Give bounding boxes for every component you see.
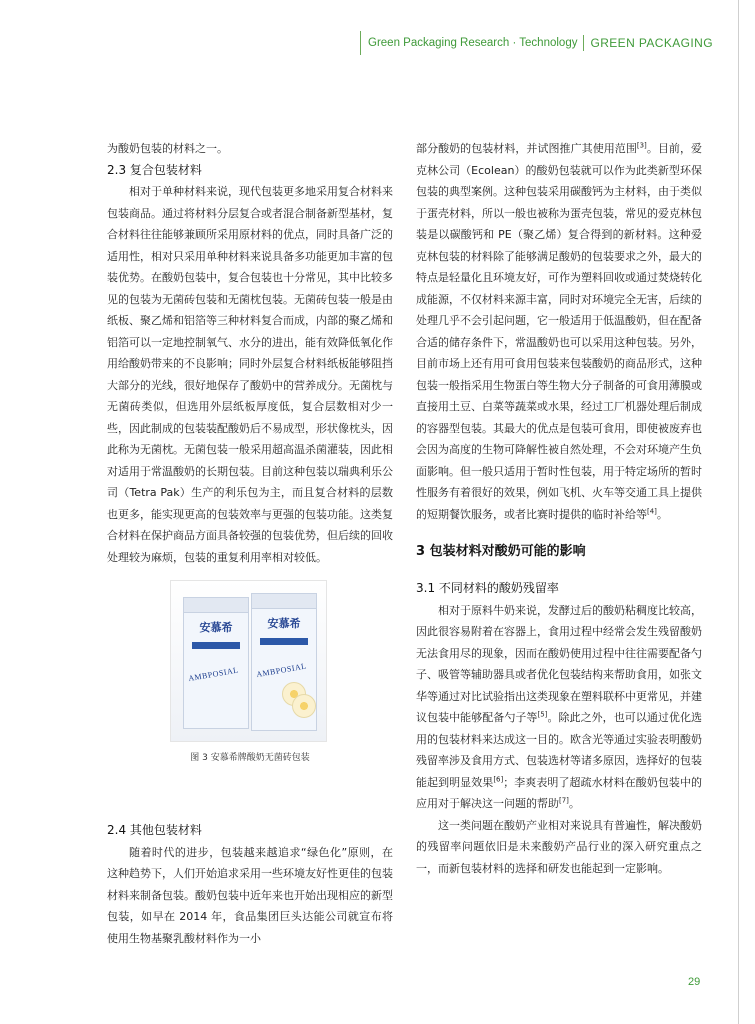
section-heading-3: 3 包装材料对酸奶可能的影响 <box>416 544 586 559</box>
right-margin-rule <box>738 0 739 1024</box>
flower-icon <box>292 694 316 718</box>
citation: [5] <box>537 710 548 719</box>
header-separator <box>583 35 584 51</box>
left-column <box>107 138 393 949</box>
yogurt-carton <box>183 597 249 729</box>
header-separator <box>360 31 361 55</box>
figure-caption: 图 3 安慕希牌酸奶无菌砖包装 <box>190 753 310 763</box>
yogurt-carton <box>251 593 317 731</box>
journal-english-title: Green Packaging Research · Technology <box>368 37 578 49</box>
section-heading-3-1: 3.1 不同材料的酸奶残留率 <box>416 581 559 595</box>
right-column <box>416 138 702 879</box>
carton-brand: 安慕希 <box>267 617 301 630</box>
page-number: 29 <box>688 976 701 988</box>
carton-brand-english: AMBPOSIAL <box>255 660 308 679</box>
carton-brand: 安慕希 <box>199 621 233 634</box>
figure-3 <box>107 576 393 816</box>
paragraph: 相对于原料牛奶来说，发酵过后的酸奶粘稠度比较高，因此很容易附着在容器上，食用过程中经常会发生残留酸奶无法食用尽的现象，因而在酸奶使用过程中往往需要配备勺子、吸管等辅助器具或者优化包装结构来帮助食用，如张文华等通过对比试验指出这类现象在塑料联杯中更常见，并建议包装中能够配备勺子等[5]。除此之外，也可以通过优化选用的包装材料来达成这一目的。欧含光等通过实验表明酸奶残留率涉及食用方式、包装选材等诸多原因，选择好的包装能起到明显效果[6]；李爽表明了超疏水材料在酸奶包装中的应用对于解决这一问题的帮助[7]。 <box>416 603 703 810</box>
citation: [6] <box>493 774 504 783</box>
paragraph: 这一类问题在酸奶产业相对来说具有普遍性，解决酸奶的残留率问题依旧是未来酸奶产品行业的深入研究重点之一，而新包装材料的选择和研发也能起到一定影响。 <box>416 818 702 875</box>
citation: [7] <box>559 796 569 805</box>
yogurt-carton-photo <box>170 580 327 742</box>
section-heading-2-4: 2.4 其他包装材料 <box>107 823 202 837</box>
paragraph: 相对于单种材料来说，现代包装更多地采用复合材料来包装商品。通过将材料分层复合或者混合制备新型基材，复合材料往往能够兼顾所采用原材料的优点，同时具备广泛的适用性，相对只采用单种材料来说具备多功能更加丰富的包装优势。在酸奶包装中，复合包装也十分常见，其中比较多见的包装为无菌砖包装和无菌枕包装。无菌砖包装一般是由纸板、聚乙烯和铝箔等三种材料复合而成，内部的聚乙烯和铝箔可以一定地控制氧气、水分的进出，能有效降低氧化作用给酸奶带来的不良影响；同时外层复合材料纸板能够阻挡大部分的光线，很好地保存了酸奶中的营养成分。无菌枕与无菌砖类似，但选用外层纸板厚度低，复合层数相对少一些，因此制成的包装装配酸奶后不易成型，形状像枕头，因此称为无菌枕。无菌包装一般采用超高温杀菌灌装，因此相对适用于常温酸奶的长期包装。目前这种包装以瑞典利乐公司（Tetra Pak）生产的利乐包为主，而且复合材料的层数也更多，能实现更高的包装效率与更强的包装功能。这类复合材料在保护商品方面具备较强的包装优势，但后续的回收处理较为麻烦，包装的重复利用率相对较低。 <box>107 185 393 564</box>
paragraph: 为酸奶包装的材料之一。 <box>107 142 228 155</box>
paragraph: 部分酸奶的包装材料，并试图推广其使用范围[3]。目前，爱克林公司（Ecolean）的酸奶包装就可以作为此类新型环保包装的典型案例。这种包装采用碳酸钙为主材料，由于类似于蛋壳材料，所以一般也被称为蛋壳包装，常见的爱克林包装是以碳酸钙和 PE（聚乙烯）复合得到的新材料。这种爱克林包装的材料除了能够满足酸奶的包装要求之外，最大的特点是轻量化且环境友好，可作为塑料回收或通过焚烧转化成能源，不仅材料来源丰富，同时对环境完全无害，后续的处理几乎不会引起问题，它一般适用于低温酸奶，但在配备合适的储存条件下，常温酸奶也可以采用这种包装。另外，目前市场上还有用可食用包装来包装酸奶的商品形式，这种包装一般指采用生物蛋白等生物大分子制备的可食用薄膜或直接用土豆、白菜等蔬菜或水果，经过工厂机器处理后制成的容器型包装。其最大的优点是包装可食用，即使被废弃也会因为高度的生物可降解性被自然处理，不会对环境产生负面影响。但一般只适用于暂时性包装，用于特定场所的暂时性服务有着很好的效果，例如飞机、火车等交通工具上提供的短期餐饮服务，或者比赛时提供的临时补给等[4]。 <box>416 141 703 521</box>
paragraph: 随着时代的进步，包装越来越追求“绿色化”原则，在这种趋势下，人们开始追求采用一些环境友好性更佳的包装材料来制备包装。酸奶包装中近年来也开始出现相应的新型包装，如早在 2014 年，食品集团巨头达能公司就宣布将使用生物基聚乳酸材料作为一小 <box>107 845 393 945</box>
citation: [4] <box>647 506 657 515</box>
carton-brand-english: AMBPOSIAL <box>187 664 240 683</box>
running-header <box>360 30 713 56</box>
section-heading-2-3: 2.3 复合包装材料 <box>107 162 202 177</box>
journal-brand: GREEN PACKAGING <box>590 36 713 50</box>
citation: [3] <box>636 141 647 150</box>
